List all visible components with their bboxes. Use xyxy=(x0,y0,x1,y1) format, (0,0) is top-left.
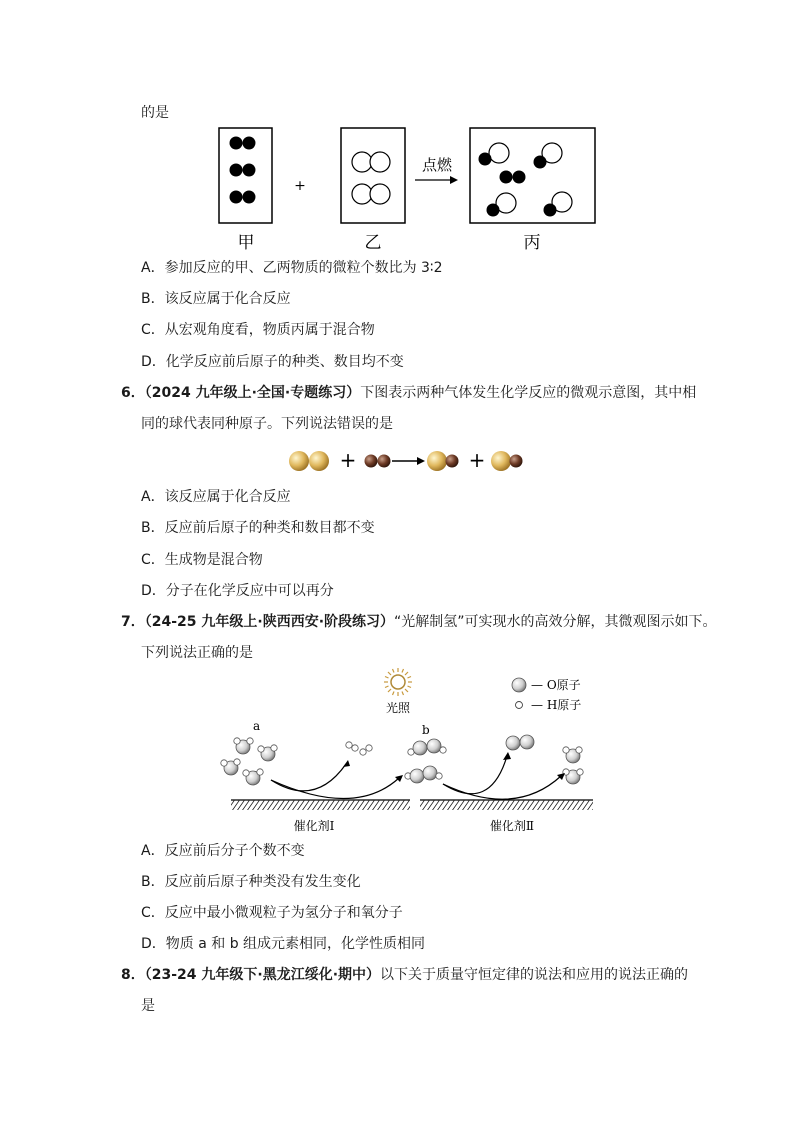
box-yi xyxy=(341,128,405,223)
q5-stem-tail: 的是 xyxy=(141,105,169,121)
q6-figure xyxy=(285,446,530,476)
q7-option-b: B．反应前后原子种类没有发生变化 xyxy=(141,874,361,890)
light-label: 光照 xyxy=(385,701,411,715)
sun-icon xyxy=(384,668,412,696)
legend-o-label: — O原子 xyxy=(531,678,581,692)
q8-stem-line1 xyxy=(121,966,688,984)
q7-number: 7． xyxy=(121,614,145,630)
q5-option-a: A．参加反应的甲、乙两物质的微粒个数比为 3∶2 xyxy=(141,260,443,276)
q7-stem-line1 xyxy=(121,613,717,631)
q7-figure xyxy=(215,668,600,838)
q6-source: （2024 九年级上·全国·专题练习） xyxy=(144,385,361,401)
label-a: a xyxy=(253,719,261,733)
q5-option-c: C．从宏观角度看，物质丙属于混合物 xyxy=(141,322,375,338)
label-jia: 甲 xyxy=(237,233,255,253)
q7-stem-1: “光解制氢”可实现水的高效分解，其微观图示如下。 xyxy=(394,614,717,630)
q8-source: （23-24 九年级下·黑龙江绥化·期中） xyxy=(144,967,381,983)
q6-stem-line2: 同的球代表同种原子。下列说法错误的是 xyxy=(141,416,393,432)
q8-stem-1: 以下关于质量守恒定律的说法和应用的说法正确的 xyxy=(380,967,689,983)
q8-stem-line2: 是 xyxy=(141,998,155,1014)
q6-number: 6． xyxy=(121,385,145,401)
q5-figure xyxy=(210,122,610,256)
q6-option-c: C．生成物是混合物 xyxy=(141,552,263,568)
q6-stem-1: 下图表示两种气体发生化学反应的微观示意图，其中相 xyxy=(360,385,697,401)
q7-option-c: C．反应中最小微观粒子为氢分子和氧分子 xyxy=(141,905,403,921)
catalyst-1-label: 催化剂Ⅰ xyxy=(293,819,335,833)
catalyst-2-label: 催化剂Ⅱ xyxy=(489,819,535,833)
label-yi: 乙 xyxy=(364,233,382,253)
q6-option-b: B．反应前后原子的种类和数目都不变 xyxy=(141,520,375,536)
label-b: b xyxy=(422,723,430,737)
q5-arrow-label: 点燃 xyxy=(421,156,453,174)
q6-plus-1: + xyxy=(339,448,357,472)
q7-option-a: A．反应前后分子个数不变 xyxy=(141,843,305,859)
q6-plus-2: + xyxy=(468,448,486,472)
legend-h-label: — H原子 xyxy=(531,698,582,712)
q7-source: （24-25 九年级上·陕西西安·阶段练习） xyxy=(144,614,395,630)
q5-plus: + xyxy=(294,178,306,194)
q5-option-b: B．该反应属于化合反应 xyxy=(141,291,291,307)
q6-option-a: A．该反应属于化合反应 xyxy=(141,489,291,505)
q6-stem-line1 xyxy=(121,384,696,402)
label-bing: 丙 xyxy=(523,233,541,253)
q6-option-d: D．分子在化学反应中可以再分 xyxy=(141,583,334,599)
q7-stem-line2: 下列说法正确的是 xyxy=(141,645,253,661)
q7-option-d: D．物质 a 和 b 组成元素相同，化学性质相同 xyxy=(141,936,426,952)
q8-number: 8． xyxy=(121,967,145,983)
q5-option-d: D．化学反应前后原子的种类、数目均不变 xyxy=(141,354,404,370)
